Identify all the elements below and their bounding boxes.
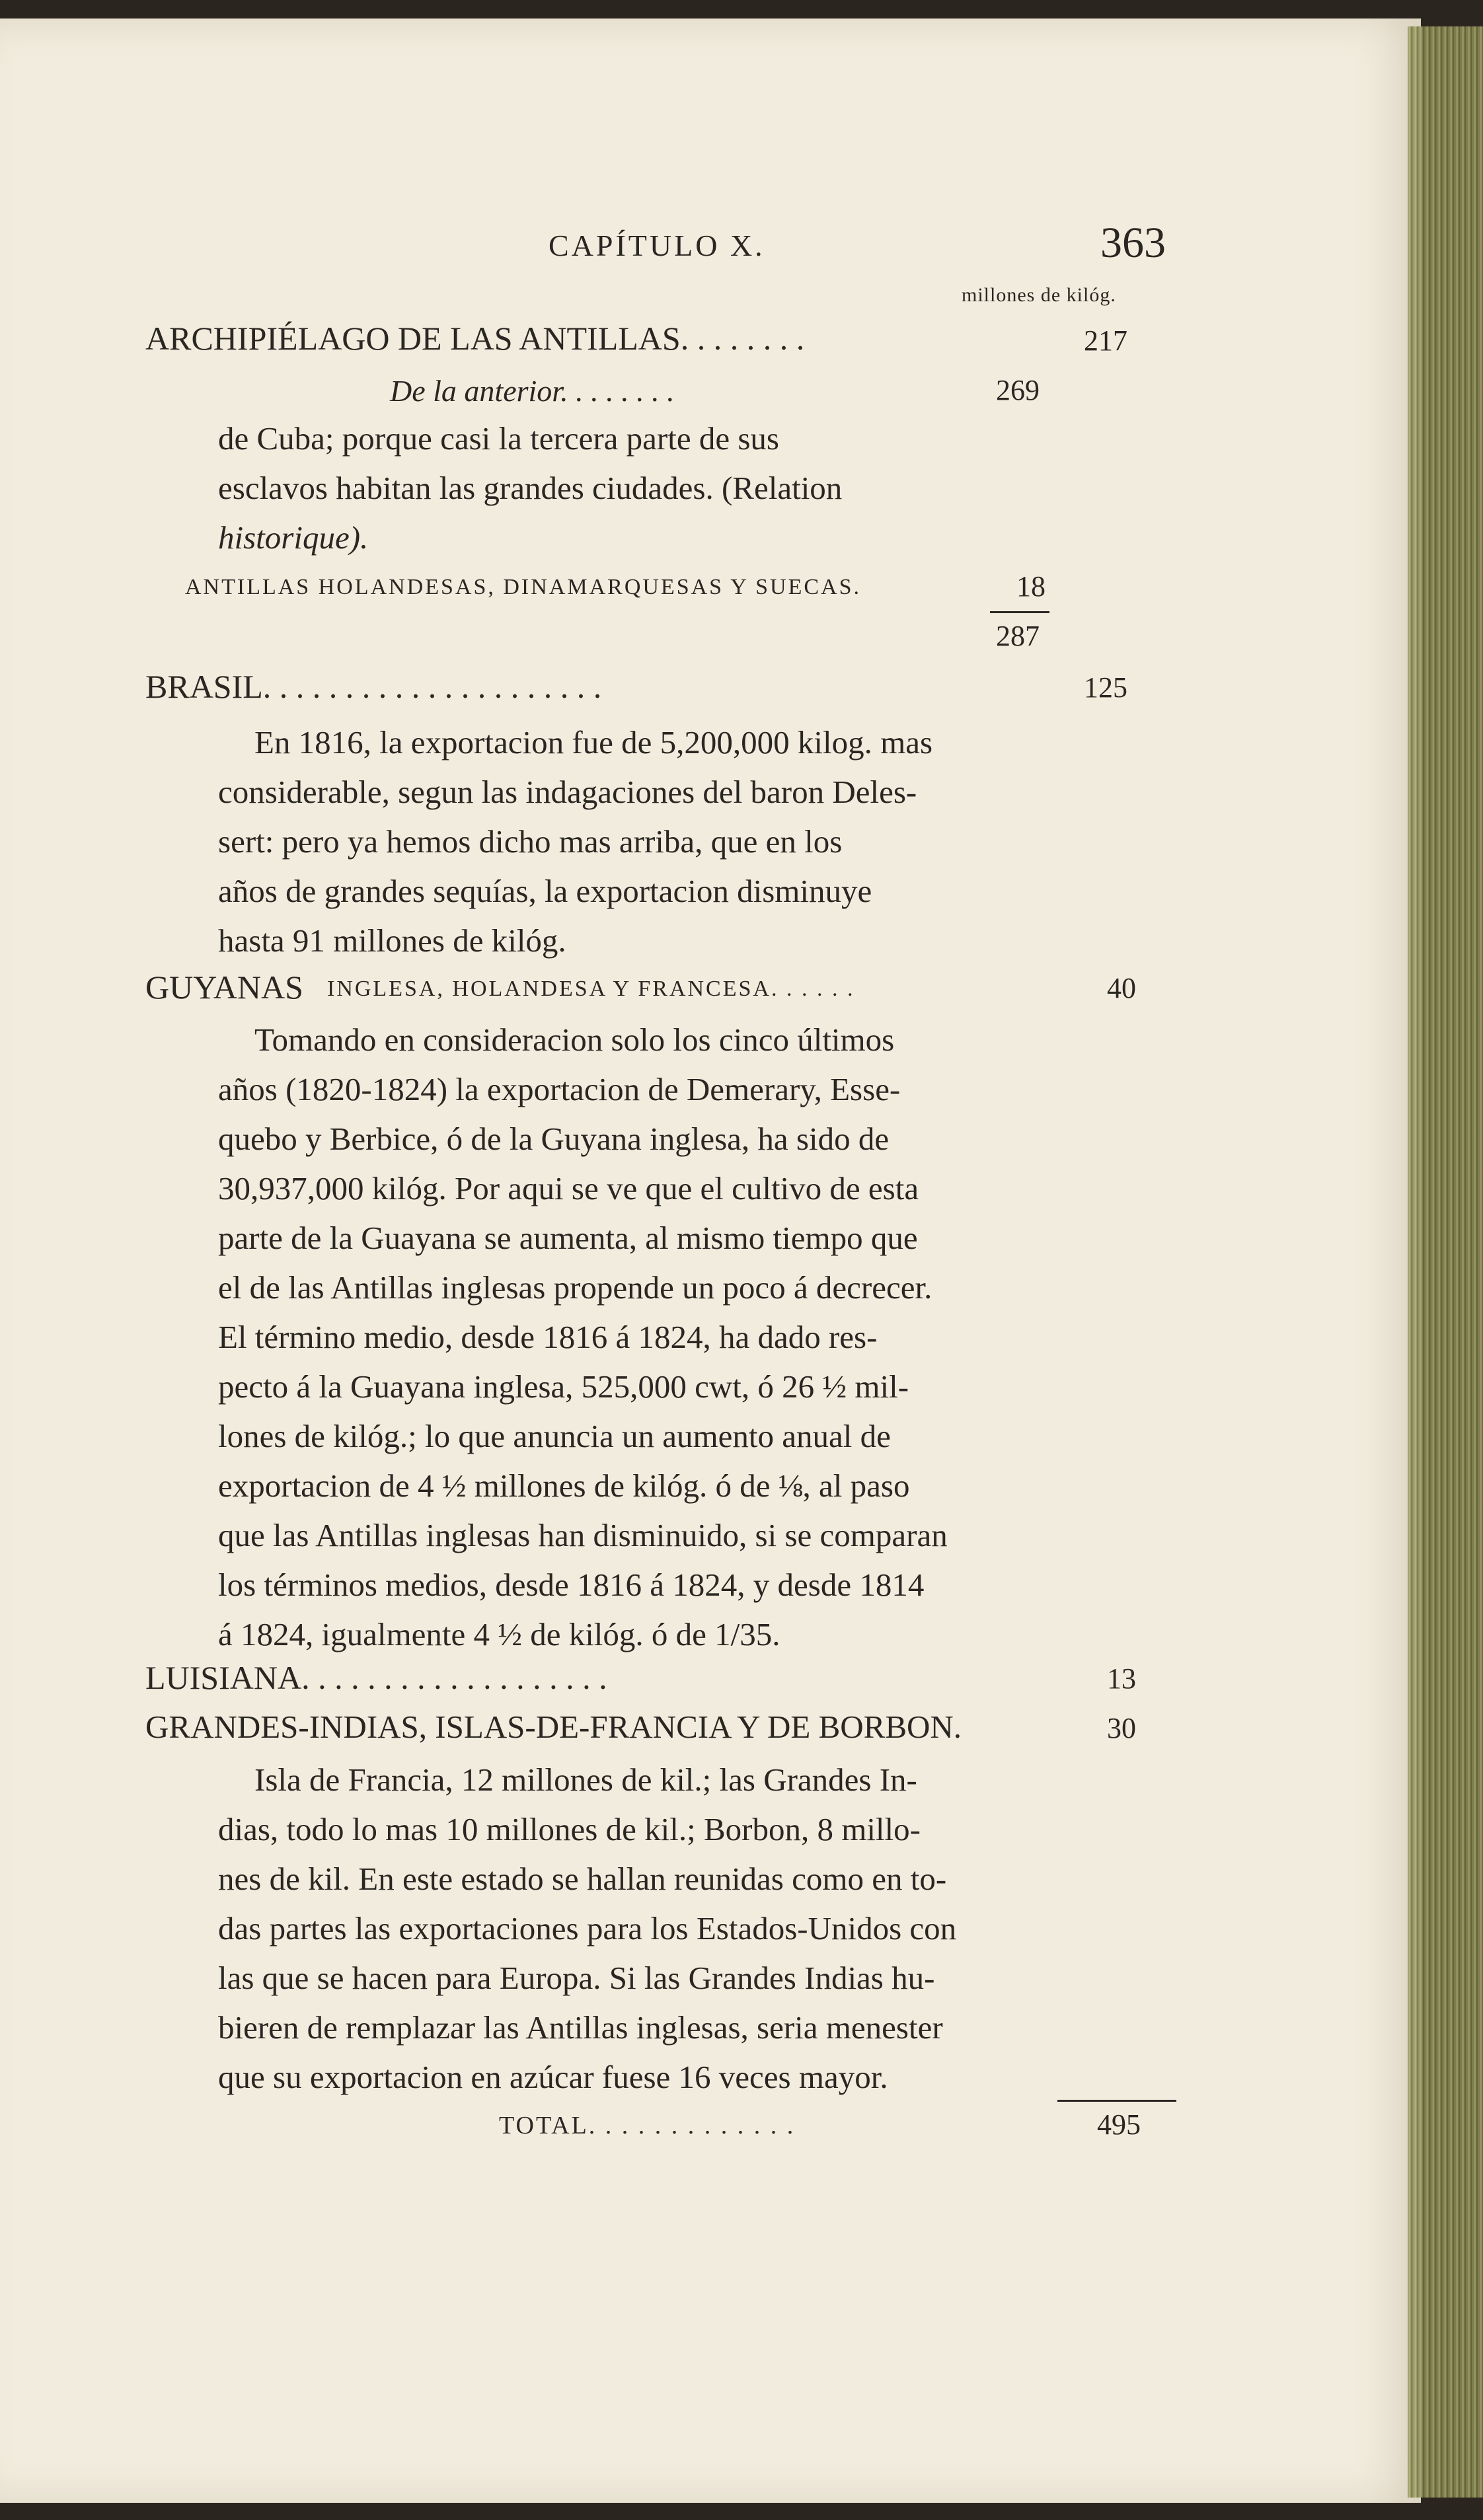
- units-label: millones de kilóg.: [962, 284, 1116, 306]
- note-line: dias, todo lo mas 10 millones de kil.; Borbon, 8 millo-: [218, 1811, 921, 1847]
- note-line: años de grandes sequías, la exportacion disminuye: [218, 873, 872, 909]
- entry-luisiana: LUISIANA. . . . . . . . . . . . . . . . . . .: [145, 1659, 607, 1696]
- entry-guyanas-detail: INGLESA, HOLANDESA Y FRANCESA. . . . . .: [327, 977, 855, 1001]
- entry-holandesas: ANTILLAS HOLANDESAS, DINAMARQUESAS Y SUECAS.: [185, 575, 861, 599]
- entry-anterior: De la anterior. . . . . . . .: [390, 374, 675, 408]
- note-line: considerable, segun las indagaciones del baron Deles-: [218, 774, 917, 810]
- value-subtotal: 287: [996, 620, 1040, 652]
- note-line: exportacion de 4 ½ millones de kilóg. ó de ⅛, al paso: [218, 1467, 910, 1504]
- page-number: 363: [1100, 219, 1166, 267]
- value-archipielago: 217: [1084, 324, 1127, 357]
- note-line: que su exportacion en azúcar fuese 16 veces mayor.: [218, 2059, 888, 2095]
- note-line: años (1820-1824) la exportacion de Demerary, Esse-: [218, 1071, 901, 1107]
- value-grandes-indias: 30: [1107, 1712, 1136, 1744]
- note-line: das partes las exportaciones para los Estados-Unidos con: [218, 1910, 957, 1946]
- value-luisiana: 13: [1107, 1662, 1136, 1695]
- note-line: 30,937,000 kilóg. Por aqui se ve que el cultivo de esta: [218, 1170, 919, 1206]
- note-line: Tomando en consideracion solo los cinco últimos: [254, 1021, 895, 1058]
- subtotal-rule: [990, 611, 1049, 613]
- note-line: quebo y Berbice, ó de la Guyana inglesa, ha sido de: [218, 1121, 890, 1157]
- note-line: que las Antillas inglesas han disminuido, si se comparan: [218, 1517, 948, 1553]
- note-line: nes de kil. En este estado se hallan reunidas como en to-: [218, 1861, 947, 1897]
- value-guyanas: 40: [1107, 972, 1136, 1004]
- running-head: CAPÍTULO X.: [549, 229, 765, 262]
- note-line: pecto á la Guayana inglesa, 525,000 cwt, ó 26 ½ mil-: [218, 1368, 909, 1405]
- background-strip: [0, 2503, 1483, 2520]
- note-line: á 1824, igualmente 4 ½ de kilóg. ó de 1/35.: [218, 1616, 780, 1652]
- entry-total: TOTAL. . . . . . . . . . . . .: [499, 2112, 796, 2139]
- value-holandesas: 18: [1016, 570, 1046, 603]
- note-line: El término medio, desde 1816 á 1824, ha dado res-: [218, 1319, 878, 1355]
- value-total: 495: [1097, 2108, 1141, 2141]
- note-line: lones de kilóg.; lo que anuncia un aumento anual de: [218, 1418, 891, 1454]
- value-brasil: 125: [1084, 671, 1127, 704]
- total-rule: [1057, 2100, 1176, 2102]
- entry-grandes-indias: GRANDES-INDIAS, ISLAS-DE-FRANCIA Y DE BORBON.: [145, 1709, 962, 1745]
- note-line: hasta 91 millones de kilóg.: [218, 922, 566, 959]
- note-line: En 1816, la exportacion fue de 5,200,000 kilog. mas: [254, 724, 933, 760]
- note-line: bieren de remplazar las Antillas inglesas, seria menester: [218, 2009, 943, 2046]
- note-line: historique).: [218, 519, 369, 556]
- note-line: Isla de Francia, 12 millones de kil.; las Grandes In-: [254, 1761, 917, 1798]
- entry-archipielago: ARCHIPIÉLAGO DE LAS ANTILLAS. . . . . . . .: [145, 320, 805, 357]
- note-line: de Cuba; porque casi la tercera parte de sus: [218, 420, 779, 457]
- note-line: parte de la Guayana se aumenta, al mismo tiempo que: [218, 1220, 918, 1256]
- note-line: esclavos habitan las grandes ciudades. (Relation: [218, 470, 843, 506]
- note-line: las que se hacen para Europa. Si las Grandes Indias hu-: [218, 1960, 935, 1996]
- entry-brasil: BRASIL. . . . . . . . . . . . . . . . . . . . .: [145, 668, 602, 705]
- note-line: el de las Antillas inglesas propende un poco á decrecer.: [218, 1269, 932, 1306]
- note-line: los términos medios, desde 1816 á 1824, y desde 1814: [218, 1567, 925, 1603]
- note-line: sert: pero ya hemos dicho mas arriba, que en los: [218, 823, 843, 860]
- entry-guyanas: GUYANAS: [145, 969, 303, 1006]
- value-anterior: 269: [996, 374, 1040, 406]
